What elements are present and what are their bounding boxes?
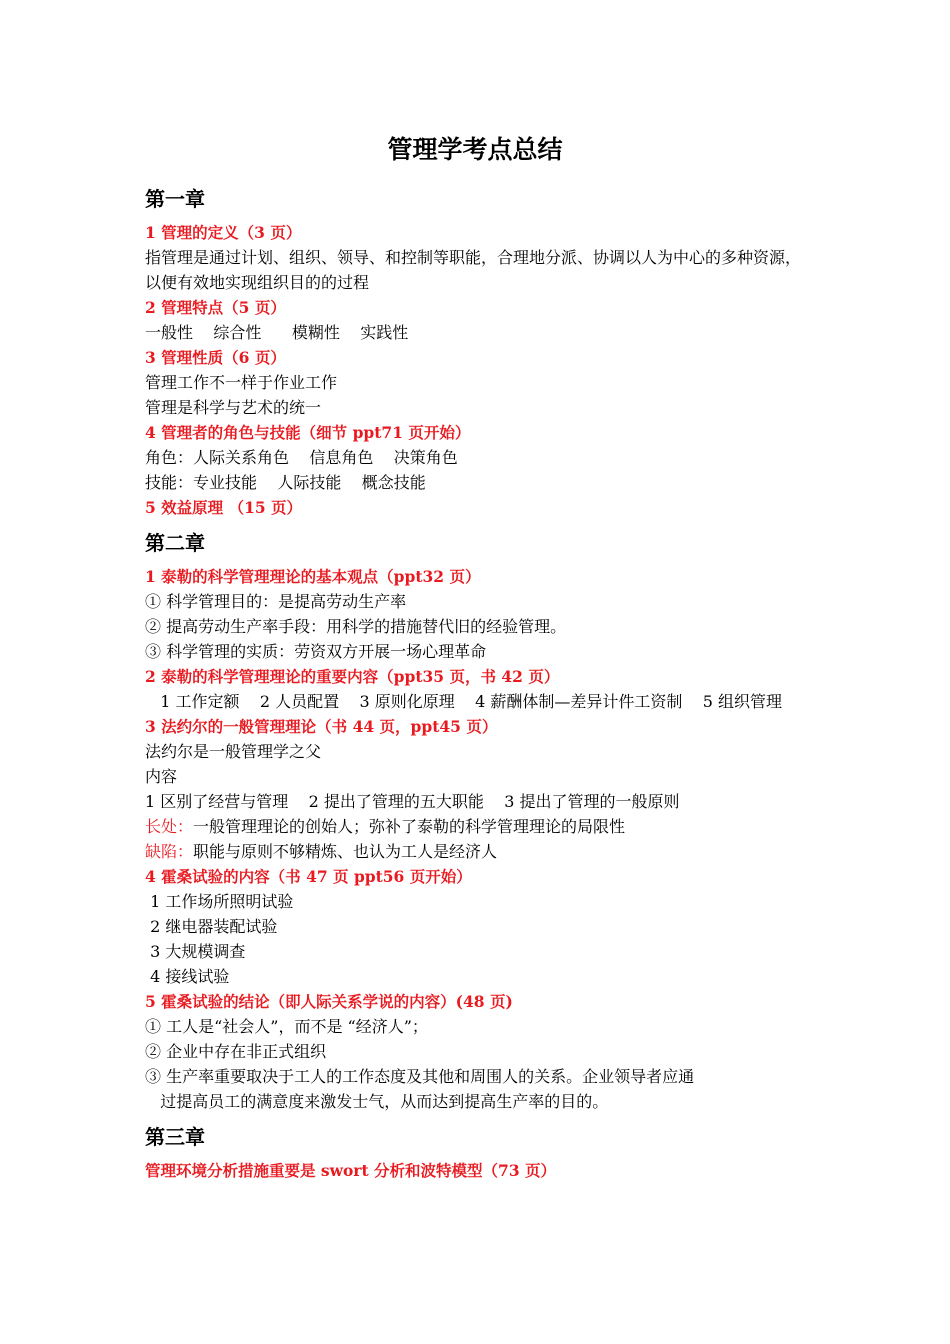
section-heading: 2 泰勒的科学管理理论的重要内容（ppt35 页，书 42 页）: [145, 667, 560, 686]
text-line: ② 企业中存在非正式组织: [145, 1042, 327, 1061]
chapter-section: [145, 182, 815, 526]
labeled-line: [145, 839, 815, 864]
text-line: 1 区别了经营与管理 2 提出了管理的五大职能 3 提出了管理的一般原则: [145, 792, 680, 811]
line-text: 一般管理理论的创始人；弥补了泰勒的科学管理理论的局限性: [193, 817, 626, 836]
text-line: ② 提高劳动生产率手段：用科学的措施替代旧的经验管理。: [145, 617, 567, 636]
chapter-heading: 第二章: [145, 531, 205, 555]
section-heading: 4 管理者的角色与技能（细节 ppt71 页开始）: [145, 423, 471, 442]
chapter-section: [145, 1120, 815, 1183]
text-line: 法约尔是一般管理学之父: [145, 742, 322, 761]
paragraph: 指管理是通过计划、组织、领导、和控制等职能，合理地分派、协调以人为中心的多种资源，以便有效地实现组织目的的过程: [145, 248, 802, 292]
text-line: ① 工人是“社会人”，而不是 “经济人”；: [145, 1017, 428, 1036]
text-line: ① 科学管理目的：是提高劳动生产率: [145, 592, 407, 611]
section-heading: 3 法约尔的一般管理理论（书 44 页，ppt45 页）: [145, 717, 498, 736]
chapter-heading: 第一章: [145, 187, 205, 211]
section-heading: 2 管理特点（5 页）: [145, 298, 286, 317]
section-heading: 4 霍桑试验的内容（书 47 页 ppt56 页开始）: [145, 867, 472, 886]
text-line: 4 接线试验: [145, 967, 230, 986]
text-line: ③ 科学管理的实质：劳资双方开展一场心理革命: [145, 642, 487, 661]
chapters: [145, 182, 815, 1183]
section-heading: 1 泰勒的科学管理理论的基本观点（ppt32 页）: [145, 567, 481, 586]
paragraph: ③ 生产率重要取决于工人的工作态度及其他和周围人的关系。企业领导者应通 过提高员工的满意度来激发士气，从而达到提高生产率的目的。: [145, 1067, 695, 1111]
line-text: 职能与原则不够精炼、也认为工人是经济人: [193, 842, 498, 861]
line-label: 长处：: [145, 817, 194, 836]
text-line: 1 工作场所照明试验: [145, 892, 294, 911]
section-heading: 管理环境分析措施重要是 swort 分析和波特模型（73 页）: [145, 1161, 556, 1180]
text-line: 一般性 综合性 模糊性 实践性: [145, 323, 409, 342]
chapter-section: [145, 526, 815, 1120]
text-line: 角色：人际关系角色 信息角色 决策角色: [145, 448, 458, 467]
paragraph: 1 工作定额 2 人员配置 3 原则化原理 4 薪酬体制—差异计件工资制 5 组织管理: [145, 692, 782, 711]
text-line: 技能：专业技能 人际技能 概念技能: [145, 473, 426, 492]
document-content: [145, 130, 815, 1183]
line-label: 缺陷：: [145, 842, 194, 861]
text-line: 内容: [145, 767, 178, 786]
section-heading: 5 霍桑试验的结论（即人际关系学说的内容）(48 页): [145, 992, 513, 1011]
chapter-heading: 第三章: [145, 1125, 205, 1149]
labeled-line: [145, 814, 815, 839]
section-heading: 1 管理的定义（3 页）: [145, 223, 302, 242]
section-heading: 5 效益原理 （15 页）: [145, 498, 303, 517]
text-line: 管理是科学与艺术的统一: [145, 398, 322, 417]
page-title: 管理学考点总结: [387, 135, 563, 164]
text-line: 管理工作不一样于作业工作: [145, 373, 338, 392]
section-heading: 3 管理性质（6 页）: [145, 348, 286, 367]
text-line: 3 大规模调查: [145, 942, 246, 961]
text-line: 2 继电器装配试验: [145, 917, 278, 936]
